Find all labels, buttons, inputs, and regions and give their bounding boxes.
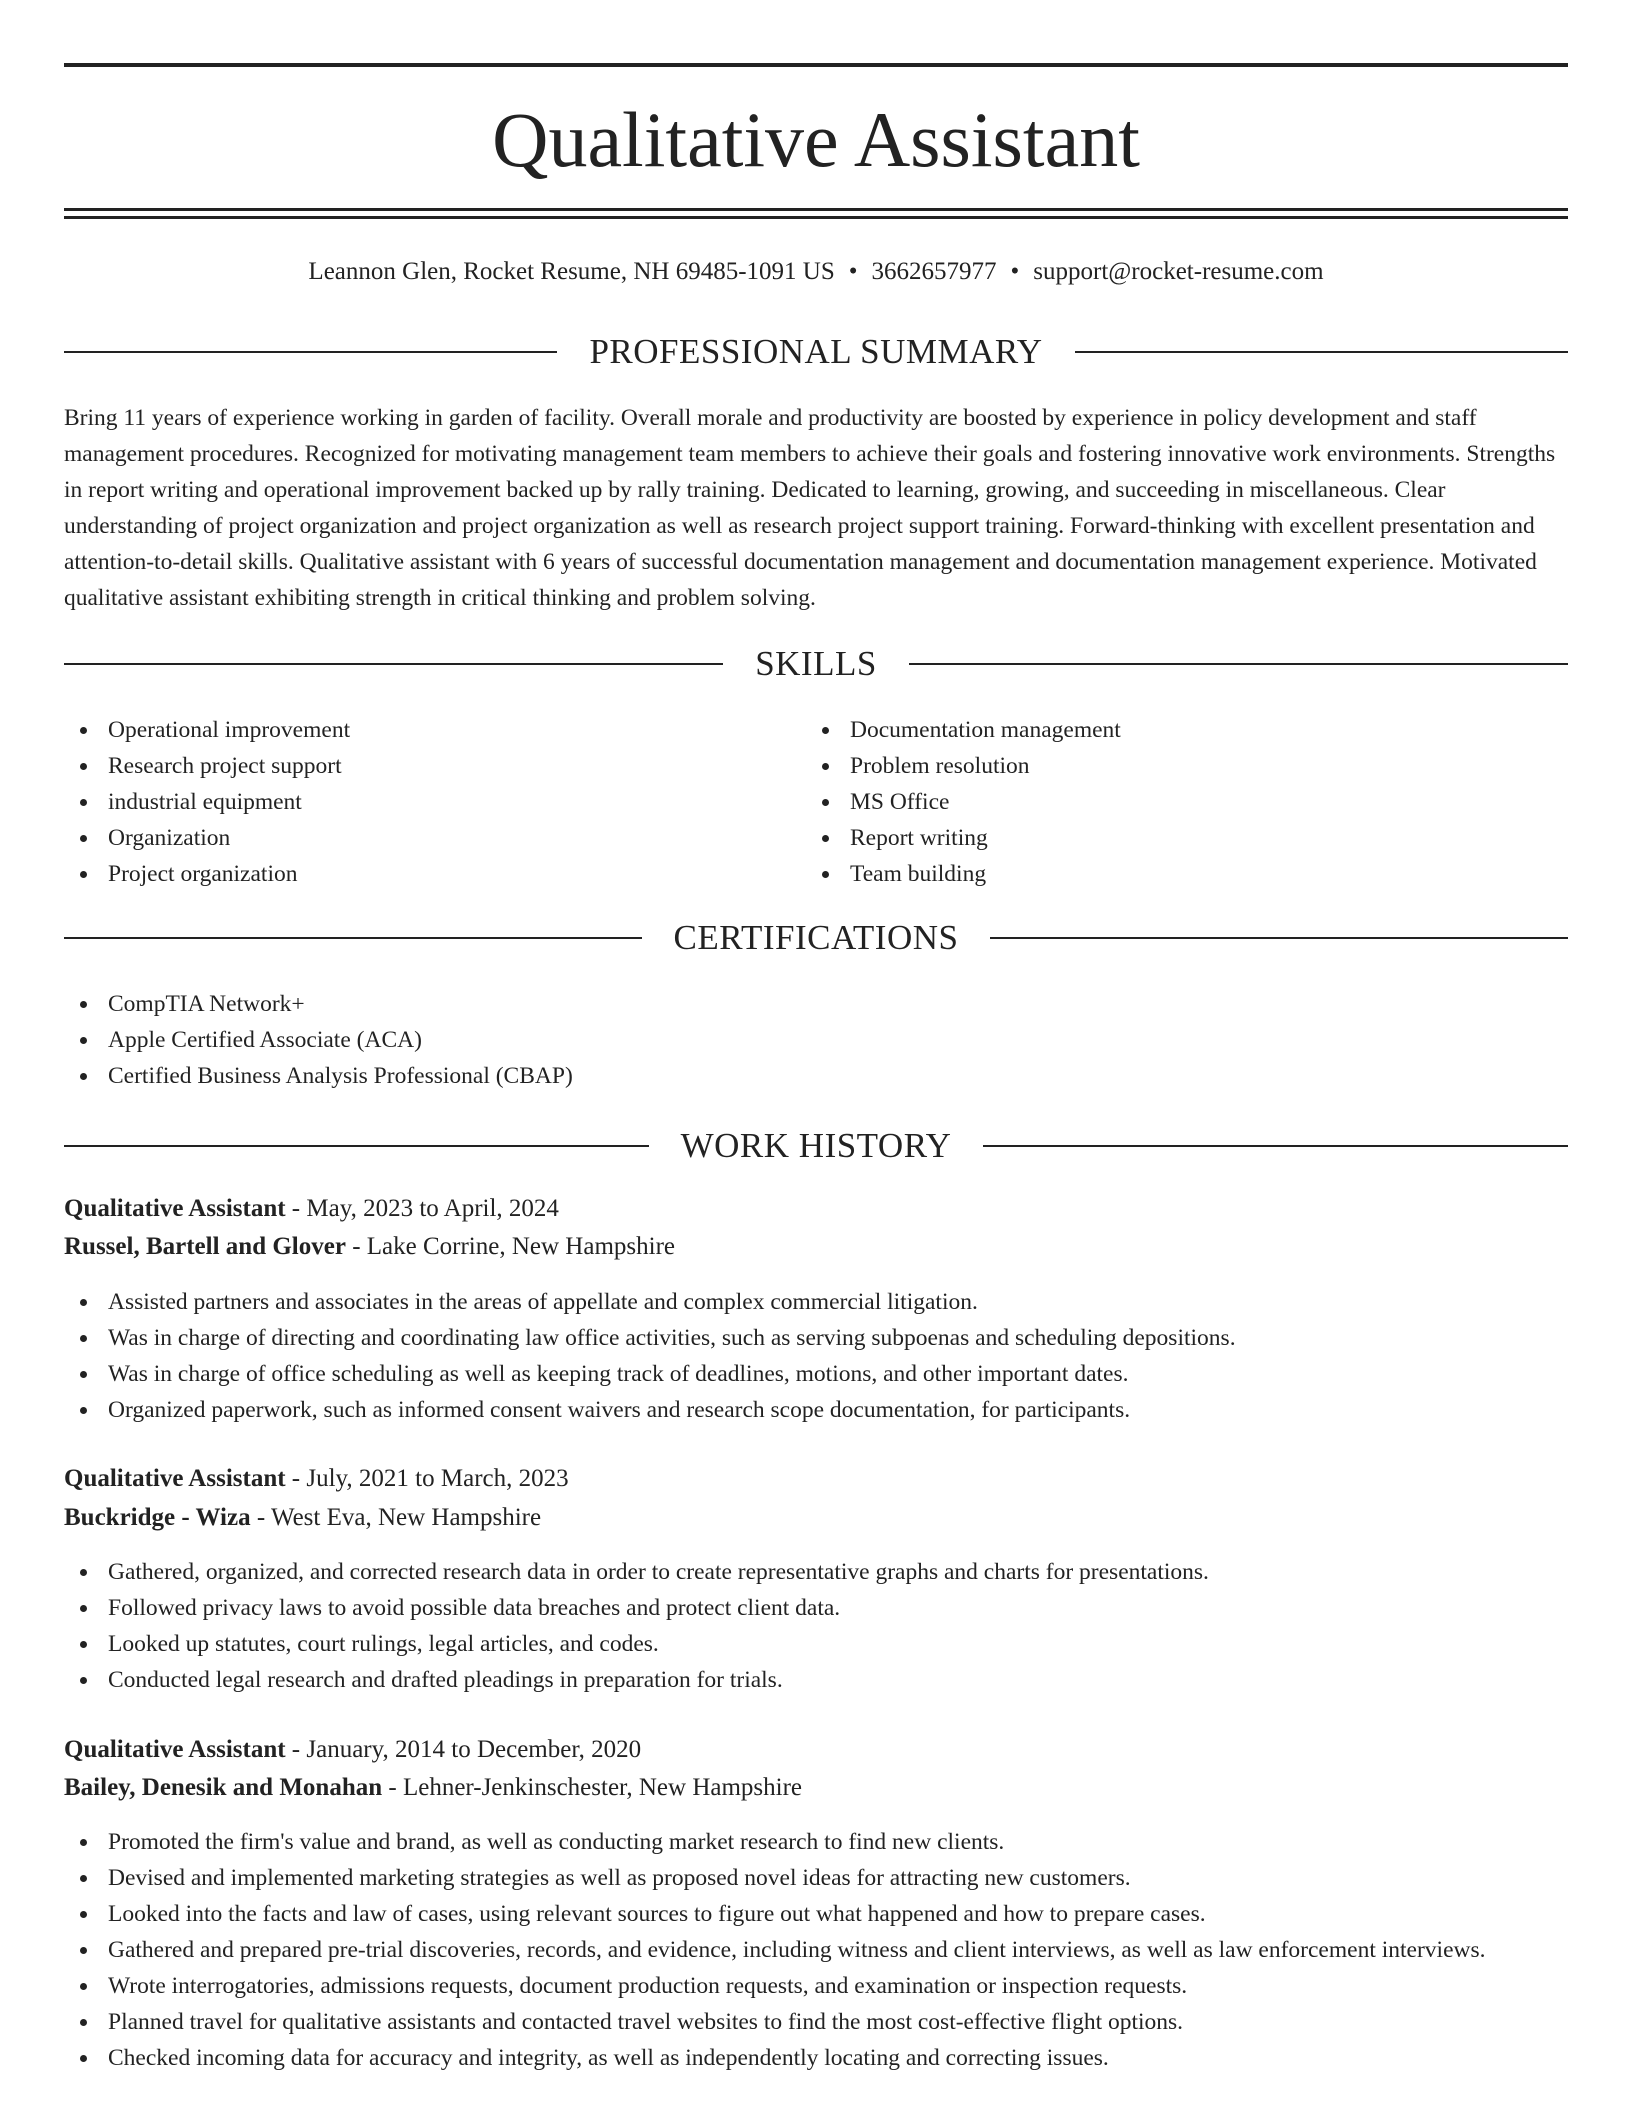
- heading-rule: [64, 937, 642, 939]
- section-heading-certifications: [64, 916, 1568, 960]
- job-dates: January, 2014 to December, 2020: [306, 1736, 642, 1763]
- contact-address: Leannon Glen, Rocket Resume, NH 69485-1091 US: [308, 258, 835, 285]
- skill-item: Organization: [64, 820, 764, 856]
- section-title: CERTIFICATIONS: [673, 918, 959, 957]
- skills-list-right: [806, 712, 1506, 892]
- duty-item: Devised and implemented marketing strategies as well as proposed novel ideas for attracting new customers.: [64, 1860, 1568, 1896]
- skill-item: Project organization: [64, 856, 764, 892]
- section-heading-summary: [64, 330, 1568, 374]
- heading-rule: [909, 663, 1568, 665]
- job-title-line: Qualitative Assistant - January, 2014 to December, 2020: [64, 1736, 642, 1763]
- heading-rule: [990, 937, 1568, 939]
- skill-item: Research project support: [64, 748, 764, 784]
- job-company: Buckridge - Wiza: [64, 1504, 251, 1531]
- contact-separator: •: [848, 258, 858, 285]
- job-location: Lehner-Jenkinschester, New Hampshire: [402, 1774, 803, 1801]
- heading-rule: [64, 351, 557, 353]
- job-company: Bailey, Denesik and Monahan: [64, 1774, 383, 1801]
- job-title: Qualitative Assistant: [64, 1195, 286, 1222]
- job-title-line: Qualitative Assistant - July, 2021 to March, 2023: [64, 1465, 569, 1492]
- section-heading-work-history: [64, 1124, 1568, 1168]
- job-location: West Eva, New Hampshire: [270, 1504, 542, 1531]
- heading-rule: [1075, 351, 1568, 353]
- top-rule: [64, 63, 1568, 67]
- heading-rule: [64, 663, 723, 665]
- heading-rule: [983, 1145, 1568, 1147]
- section-heading-skills: [64, 642, 1568, 686]
- duty-item: Looked up statutes, court rulings, legal articles, and codes.: [64, 1626, 1568, 1662]
- duty-item: Promoted the firm's value and brand, as well as conducting market research to find new clients.: [64, 1824, 1568, 1860]
- job-title: Qualitative Assistant: [64, 1736, 286, 1763]
- job-dates: May, 2023 to April, 2024: [306, 1195, 559, 1222]
- section-title: PROFESSIONAL SUMMARY: [589, 332, 1043, 371]
- title-rule-upper: [64, 208, 1568, 211]
- section-title: WORK HISTORY: [680, 1126, 952, 1165]
- job-duties-list: [64, 1554, 1568, 1698]
- skill-item: MS Office: [806, 784, 1506, 820]
- contact-line: [64, 256, 1568, 288]
- skills-list-left: [64, 712, 764, 892]
- resume-title: Qualitative Assistant: [492, 96, 1140, 183]
- contact-email: support@rocket-resume.com: [1033, 258, 1324, 285]
- skill-item: Operational improvement: [64, 712, 764, 748]
- duty-item: Was in charge of directing and coordinating law office activities, such as serving subpoenas and scheduling depositions.: [64, 1320, 1568, 1356]
- contact-phone: 3662657977: [871, 258, 997, 285]
- section-title: SKILLS: [755, 644, 877, 683]
- duty-item: Assisted partners and associates in the areas of appellate and complex commercial litigation.: [64, 1284, 1568, 1320]
- skill-item: industrial equipment: [64, 784, 764, 820]
- contact-separator: •: [1010, 258, 1020, 285]
- duty-item: Gathered, organized, and corrected research data in order to create representative graphs and charts for presentations.: [64, 1554, 1568, 1590]
- certification-item: Apple Certified Associate (ACA): [64, 1022, 1568, 1058]
- skill-item: Documentation management: [806, 712, 1506, 748]
- job-dates: July, 2021 to March, 2023: [306, 1465, 569, 1492]
- job-company-line: Bailey, Denesik and Monahan - Lehner-Jenkinschester, New Hampshire: [64, 1774, 803, 1801]
- job-title-line: Qualitative Assistant - May, 2023 to April, 2024: [64, 1195, 559, 1222]
- duty-item: Conducted legal research and drafted pleadings in preparation for trials.: [64, 1662, 1568, 1698]
- certification-item: CompTIA Network+: [64, 986, 1568, 1022]
- skill-item: Problem resolution: [806, 748, 1506, 784]
- skill-item: Team building: [806, 856, 1506, 892]
- duty-item: Wrote interrogatories, admissions requests, document production requests, and examination or inspection requests.: [64, 1968, 1568, 2004]
- job-duties-list: [64, 1284, 1568, 1428]
- certification-item: Certified Business Analysis Professional (CBAP): [64, 1058, 1568, 1094]
- duty-item: Looked into the facts and law of cases, using relevant sources to figure out what happened and how to prepare cases.: [64, 1896, 1568, 1932]
- job-company-line: Russel, Bartell and Glover - Lake Corrine, New Hampshire: [64, 1233, 675, 1260]
- job-company: Russel, Bartell and Glover: [64, 1233, 346, 1260]
- certifications-list: [64, 986, 1568, 1094]
- heading-rule: [64, 1145, 649, 1147]
- job-duties-list: [64, 1824, 1568, 2076]
- duty-item: Planned travel for qualitative assistants and contacted travel websites to find the most cost-effective flight options.: [64, 2004, 1568, 2040]
- title-rule-lower: [64, 216, 1568, 219]
- summary-text: Bring 11 years of experience working in garden of facility. Overall morale and productivity are boosted by experience in policy development and staff management procedures. Recognized for motivating management team members to achieve their goals and fostering innovative work environments. Strengths in report writing and operational improvement backed up by rally training. Dedicated to learning, growing, and succeeding in miscellaneous. Clear understanding of project organization and project organization as well as research project support training. Forward-thinking with excellent presentation and attention-to-detail skills. Qualitative assistant with 6 years of successful documentation management and documentation management experience. Motivated qualitative assistant exhibiting strength in critical thinking and problem solving.: [64, 405, 1556, 611]
- job-title: Qualitative Assistant: [64, 1465, 286, 1492]
- duty-item: Organized paperwork, such as informed consent waivers and research scope documentation, for participants.: [64, 1392, 1568, 1428]
- duty-item: Followed privacy laws to avoid possible data breaches and protect client data.: [64, 1590, 1568, 1626]
- duty-item: Was in charge of office scheduling as well as keeping track of deadlines, motions, and other important dates.: [64, 1356, 1568, 1392]
- job-location: Lake Corrine, New Hampshire: [366, 1233, 675, 1260]
- job-company-line: Buckridge - Wiza - West Eva, New Hampshire: [64, 1504, 542, 1531]
- duty-item: Checked incoming data for accuracy and integrity, as well as independently locating and correcting issues.: [64, 2040, 1568, 2076]
- duty-item: Gathered and prepared pre-trial discoveries, records, and evidence, including witness and client interviews, as well as law enforcement interviews.: [64, 1932, 1568, 1968]
- skill-item: Report writing: [806, 820, 1506, 856]
